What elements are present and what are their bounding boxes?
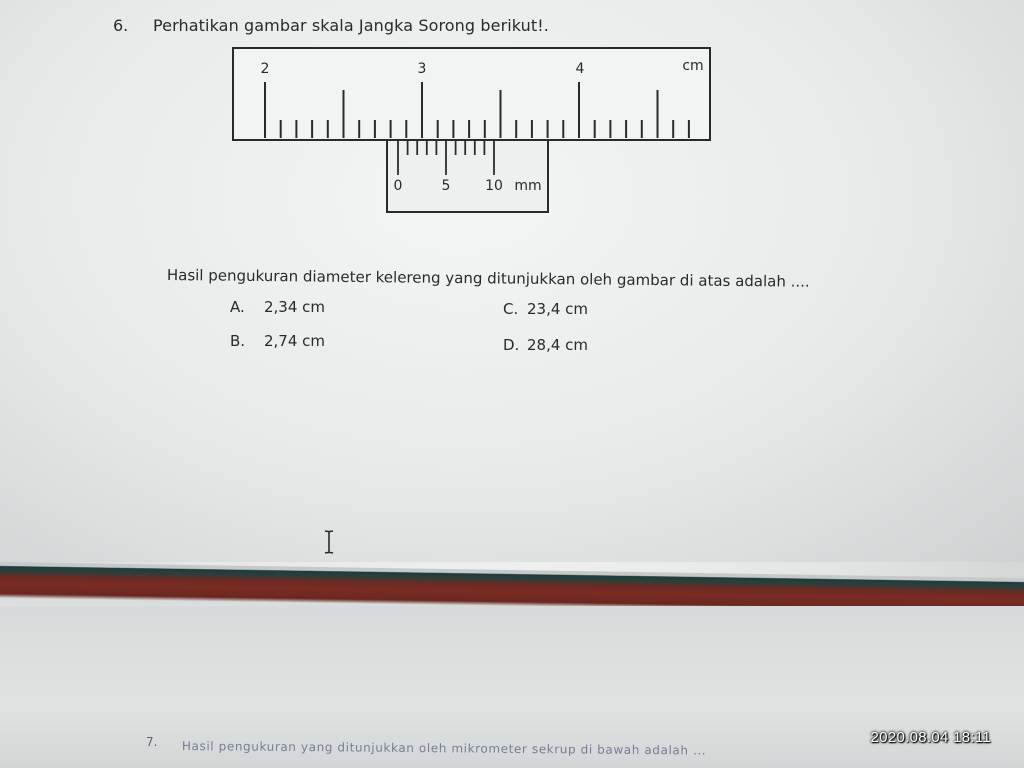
option-b-text: 2,74 cm	[264, 332, 326, 350]
vernier-unit: mm	[514, 178, 542, 194]
main-scale-label-2: 2	[260, 61, 270, 77]
option-d[interactable]	[503, 336, 588, 354]
vernier-label-10: 10	[485, 178, 503, 194]
option-b-letter: B.	[230, 332, 246, 350]
vernier-label-0: 0	[393, 178, 403, 194]
option-c-text: 23,4 cm	[527, 300, 589, 318]
option-b[interactable]	[230, 332, 325, 350]
question-6-number: 6.	[113, 16, 129, 35]
main-scale-unit: cm	[682, 58, 704, 74]
main-scale-frame	[233, 48, 710, 140]
photo-timestamp: 2020.08.04 18:11	[870, 729, 991, 746]
main-scale-label-4: 4	[575, 61, 585, 77]
option-c-letter: C.	[503, 300, 519, 318]
vernier-scale-frame	[387, 140, 548, 212]
option-d-text: 28,4 cm	[527, 336, 589, 354]
question-7-number: 7.	[146, 735, 158, 749]
text-cursor-icon	[322, 530, 336, 554]
option-a-letter: A.	[230, 298, 245, 316]
question-6-prompt: Hasil pengukuran diameter kelereng yang ditunjukkan oleh gambar di atas adalah ....	[166, 266, 810, 291]
option-d-letter: D.	[503, 336, 520, 354]
question-7-text: Hasil pengukuran yang ditunjukkan oleh mikrometer sekrup di bawah adalah ...	[181, 739, 707, 758]
option-a-text: 2,34 cm	[264, 298, 326, 316]
vernier-label-5: 5	[441, 178, 451, 194]
option-a[interactable]	[230, 298, 325, 316]
option-c[interactable]	[503, 300, 588, 318]
main-scale-label-3: 3	[417, 61, 427, 77]
vernier-caliper-figure	[232, 46, 712, 216]
question-6-title: Perhatikan gambar skala Jangka Sorong berikut!.	[153, 16, 549, 35]
